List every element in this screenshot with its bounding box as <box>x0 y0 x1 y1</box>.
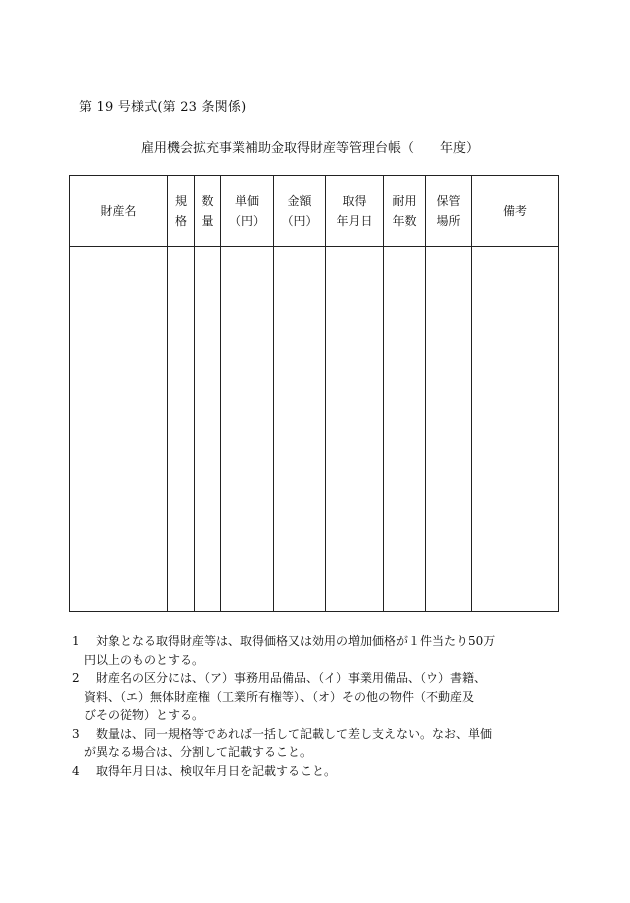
note-number: 4 <box>72 763 80 778</box>
header-specification: 規 格 <box>168 176 195 247</box>
header-quantity: 数 量 <box>195 176 221 247</box>
header-amount: 金額 （円） <box>274 176 326 247</box>
header-asset-name: 財産名 <box>70 176 168 247</box>
cell-specification[interactable] <box>168 247 195 612</box>
document-title-suffix: 年度） <box>440 141 480 156</box>
note-line: びその従物）とする。 <box>84 708 205 722</box>
header-storage-location: 保管 場所 <box>426 176 472 247</box>
note-line: 対象となる取得財産等は、取得価格又は効用の増加価格が１件当たり50万 <box>96 634 496 648</box>
note-item <box>72 762 572 781</box>
note-line: 円以上のものとする。 <box>84 652 205 667</box>
cell-unit-price[interactable] <box>221 247 274 612</box>
header-acquisition-date: 取得 年月日 <box>326 176 384 247</box>
note-item <box>72 669 572 725</box>
note-number: 3 <box>72 726 80 741</box>
document-title <box>141 137 479 156</box>
note-number: 2 <box>72 671 80 685</box>
table-row <box>70 247 559 612</box>
notes-list <box>72 632 572 780</box>
cell-useful-life[interactable] <box>384 247 426 612</box>
cell-asset-name[interactable] <box>70 247 168 612</box>
asset-ledger-table <box>69 175 559 612</box>
cell-amount[interactable] <box>274 247 326 612</box>
document-title-main: 雇用機会拡充事業補助金取得財産等管理台帳（ <box>141 141 415 156</box>
table-header-row <box>70 176 559 247</box>
note-line: が異なる場合は、分割して記載すること。 <box>84 745 313 759</box>
cell-storage-location[interactable] <box>426 247 472 612</box>
note-item <box>72 725 572 762</box>
note-line: 数量は、同一規格等であれば一括して記載して差し支えない。なお、単価 <box>96 726 493 741</box>
note-line: 資料、（エ）無体財産権（工業所有権等）、（オ）その他の物件（不動産及 <box>84 689 475 704</box>
header-unit-price: 単価 （円） <box>221 176 274 247</box>
cell-remarks[interactable] <box>472 247 559 612</box>
cell-acquisition-date[interactable] <box>326 247 384 612</box>
header-useful-life: 耐用 年数 <box>384 176 426 247</box>
cell-quantity[interactable] <box>195 247 221 612</box>
note-line: 財産名の区分には、（ア）事務用品備品、（イ）事業用備品、（ウ）書籍、 <box>96 671 487 685</box>
note-line: 取得年月日は、検収年月日を記載すること。 <box>96 763 337 778</box>
form-number: 第 19 号様式(第 23 条関係) <box>79 100 247 115</box>
header-remarks: 備考 <box>472 176 559 247</box>
note-number: 1 <box>72 634 80 648</box>
note-item <box>72 632 572 669</box>
